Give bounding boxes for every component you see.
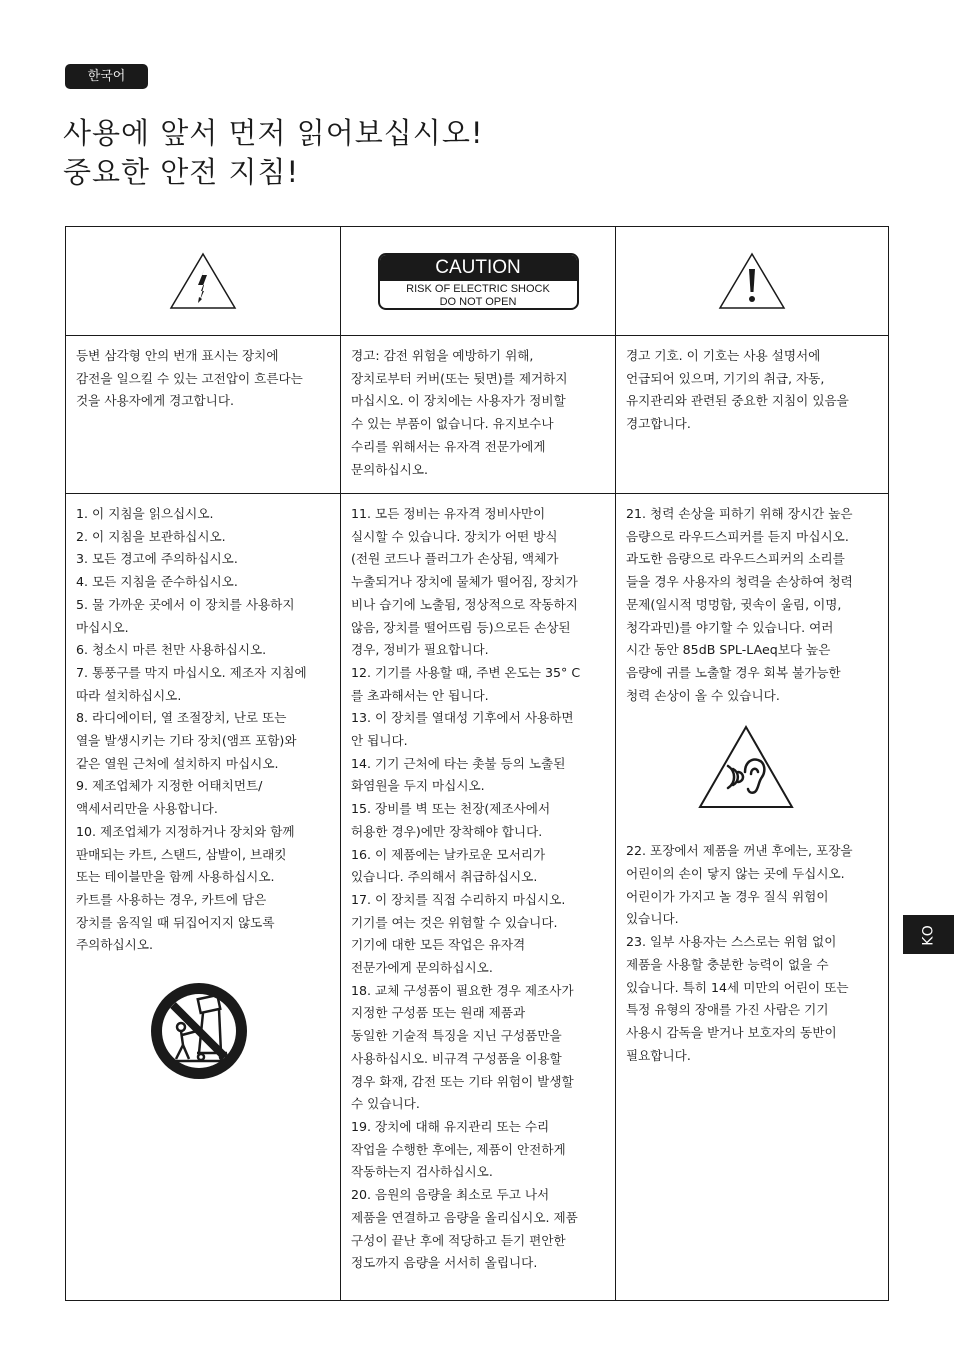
instruction-line: 기기에 대한 모든 작업은 유자격	[351, 937, 526, 953]
instruction-line: 않음, 장치를 떨어뜨림 등)으로든 손상된	[351, 619, 571, 635]
instruction-line: 누출되거나 장치에 물체가 떨어짐, 장치가	[351, 574, 578, 590]
instruction-line: 필요합니다.	[626, 1047, 691, 1063]
instruction-line: 또는 테이블만을 함께 사용하십시오.	[76, 869, 275, 885]
instruction-line: 작업을 수행한 후에는, 제품이 안전하게	[351, 1141, 566, 1157]
instruction-line: 판매되는 카트, 스탠드, 삼발이, 브래킷	[76, 846, 287, 862]
description-cell-1	[66, 336, 341, 494]
instruction-line: 실시할 수 있습니다. 장치가 어떤 방식	[351, 528, 558, 544]
instruction-line: 있습니다. 특히 14세 미만의 어린이 또는	[626, 979, 849, 995]
description-line: 수 있는 부품이 없습니다. 유지보수나	[351, 416, 554, 432]
instructions-column-2	[341, 494, 616, 1300]
instruction-line: 경우 화재, 감전 또는 기타 위험이 발생할	[351, 1073, 574, 1089]
instruction-line: 제품을 사용할 충분한 능력이 없을 수	[626, 956, 829, 972]
instruction-line: 8. 라디에이터, 열 조절장치, 난로 또는	[76, 710, 287, 726]
instruction-line: 음량에 귀를 노출할 경우 회복 불가능한	[626, 664, 841, 680]
instruction-line: 를 초과해서는 안 됩니다.	[351, 687, 489, 703]
caution-label	[378, 253, 579, 310]
instruction-line: 기기를 여는 것은 위험할 수 있습니다.	[351, 914, 558, 930]
instruction-line: 18. 교체 구성품이 필요한 경우 제조사가	[351, 982, 574, 998]
description-line: 마십시오. 이 장치에는 사용자가 정비할	[351, 393, 566, 409]
instruction-line: 작동하는지 검사하십시오.	[351, 1164, 493, 1180]
instruction-line: 있습니다. 주의해서 취급하십시오.	[351, 869, 538, 885]
instruction-line: 정도까지 음량을 서서히 올립니다.	[351, 1255, 538, 1271]
instruction-line: 들을 경우 사용자의 청력을 손상하여 청력	[626, 574, 853, 590]
instruction-line: 1. 이 지침을 읽으십시오.	[76, 506, 214, 521]
caution-line-2: DO NOT OPEN	[439, 295, 517, 308]
instruction-line: 주의하십시오.	[76, 937, 153, 953]
instruction-line: 2. 이 지침을 보관하십시오.	[76, 528, 226, 544]
language-side-tab	[903, 915, 954, 954]
title-line-1: 사용에 앞서 먼저 읽어보십시오!	[63, 116, 484, 150]
instruction-line: 경우, 정비가 필요합니다.	[351, 642, 489, 658]
description-line: 것을 사용자에게 경고합니다.	[76, 393, 234, 409]
instruction-line: 전문가에게 문의하십시오.	[351, 960, 493, 976]
instruction-line: 17. 이 장치를 직접 수리하지 마십시오.	[351, 891, 566, 907]
description-line: 경고 기호. 이 기호는 사용 설명서에	[626, 348, 821, 363]
symbol-cell-caution	[341, 227, 616, 336]
instruction-line: 21. 청력 손상을 피하기 위해 장시간 높은	[626, 506, 853, 521]
description-line: 경고: 감전 위험을 예방하기 위해,	[351, 348, 534, 363]
instructions-column-3	[616, 494, 888, 1300]
instruction-line: 어린이의 손이 닿지 않는 곳에 두십시오.	[626, 866, 845, 882]
page-title	[63, 114, 483, 192]
instruction-line: 22. 포장에서 제품을 꺼낸 후에는, 포장을	[626, 843, 853, 859]
exclamation-warning-icon	[717, 251, 787, 311]
instruction-line: 9. 제조업체가 지정한 어태치먼트/	[76, 778, 263, 794]
instruction-line: 11. 모든 정비는 유자격 정비사만이	[351, 506, 546, 521]
instruction-line: 제품을 연결하고 음량을 올리십시오. 제품	[351, 1209, 578, 1225]
description-cell-3	[616, 336, 888, 494]
instruction-line: 따라 설치하십시오.	[76, 687, 182, 703]
description-line: 언급되어 있으며, 기기의 취급, 자동,	[626, 370, 825, 386]
instruction-line: 지정한 구성품 또는 원래 제품과	[351, 1005, 526, 1021]
instruction-line: 12. 기기를 사용할 때, 주변 온도는 35° C	[351, 664, 581, 680]
description-line: 등변 삼각형 안의 번개 표시는 장치에	[76, 348, 279, 363]
description-line: 문의하십시오.	[351, 461, 428, 477]
instruction-line: 허용한 경우)에만 장착해야 합니다.	[351, 823, 543, 839]
description-line: 경고합니다.	[626, 416, 691, 432]
instruction-line: 사용시 감독을 받거나 보호자의 동반이	[626, 1024, 837, 1040]
instruction-line: 어린이가 가지고 놀 경우 질식 위험이	[626, 888, 829, 904]
instruction-line: 마십시오.	[76, 619, 129, 635]
instruction-line: 문제(일시적 멍멍함, 귓속이 울림, 이명,	[626, 596, 842, 612]
instruction-line: 안 됩니다.	[351, 733, 408, 749]
instruction-line: 10. 제조업체가 지정하거나 장치와 함께	[76, 823, 295, 839]
instruction-line: 카트를 사용하는 경우, 카트에 담은	[76, 891, 267, 907]
instructions-column-1	[66, 494, 341, 1300]
instruction-line: 음량으로 라우드스피커를 듣지 마십시오.	[626, 528, 849, 544]
instruction-line: 19. 장치에 대해 유지관리 또는 수리	[351, 1118, 550, 1134]
instruction-line: 열을 발생시키는 기타 장치(앰프 포함)와	[76, 733, 297, 749]
instruction-line: 5. 물 가까운 곳에서 이 장치를 사용하지	[76, 596, 295, 612]
instruction-line: 15. 장비를 벽 또는 천장(제조사에서	[351, 801, 551, 817]
hearing-damage-warning-icon	[697, 724, 795, 810]
instruction-line: 동일한 기술적 특징을 지닌 구성품만을	[351, 1028, 562, 1044]
instruction-line: 청각과민)를 야기할 수 있습니다. 여러	[626, 619, 834, 635]
description-line: 감전을 일으킬 수 있는 고전압이 흐른다는	[76, 370, 303, 386]
instruction-line: 있습니다.	[626, 911, 679, 927]
safety-table	[65, 226, 889, 1301]
caution-heading: CAUTION	[380, 255, 577, 281]
description-line: 장치로부터 커버(또는 뒷면)를 제거하지	[351, 370, 568, 386]
instruction-line: 사용하십시오. 비규격 구성품을 이용할	[351, 1050, 562, 1066]
instruction-line: 7. 통풍구를 막지 마십시오. 제조자 지침에	[76, 664, 307, 680]
symbol-cell-exclamation	[616, 227, 888, 336]
caution-line-1: RISK OF ELECTRIC SHOCK	[406, 282, 550, 295]
instruction-line: 구성이 끝난 후에 적당하고 듣기 편안한	[351, 1232, 566, 1248]
instruction-line: 16. 이 제품에는 날카로운 모서리가	[351, 846, 546, 862]
instruction-line: 23. 일부 사용자는 스스로는 위험 없이	[626, 934, 837, 950]
instruction-line: 장치를 움직일 때 뒤집어지지 않도록	[76, 914, 275, 930]
description-line: 유지관리와 관련된 중요한 지침이 있음을	[626, 393, 849, 409]
instruction-line: (전원 코드나 플러그가 손상됨, 액체가	[351, 551, 559, 567]
instruction-line: 시간 동안 85dB SPL-LAeq보다 높은	[626, 642, 831, 658]
instruction-line: 같은 열원 근처에 설치하지 마십시오.	[76, 755, 279, 771]
instruction-line: 비나 습기에 노출됨, 정상적으로 작동하지	[351, 596, 578, 612]
instruction-line: 과도한 음량으로 라우드스피커의 소리를	[626, 551, 845, 567]
instruction-line: 액세서리만을 사용합니다.	[76, 801, 218, 817]
instruction-line: 20. 음원의 음량을 최소로 두고 나서	[351, 1187, 550, 1203]
language-badge: 한국어	[65, 64, 148, 89]
lightning-warning-icon	[168, 251, 238, 311]
instruction-line: 특정 유형의 장애를 가진 사람은 기기	[626, 1002, 829, 1018]
instruction-line: 13. 이 장치를 열대성 기후에서 사용하면	[351, 710, 574, 726]
symbol-cell-lightning	[66, 227, 341, 336]
instruction-line: 청력 손상이 올 수 있습니다.	[626, 687, 780, 703]
description-cell-2	[341, 336, 616, 494]
instruction-line: 14. 기기 근처에 타는 촛불 등의 노출된	[351, 755, 566, 771]
instruction-line: 화염원을 두지 마십시오.	[351, 778, 485, 794]
description-line: 수리를 위해서는 유자격 전문가에게	[351, 438, 546, 454]
cart-tip-over-warning-icon	[149, 981, 249, 1081]
instruction-line: 4. 모든 지침을 준수하십시오.	[76, 574, 238, 590]
side-tab-label: KO	[920, 923, 937, 946]
title-line-2: 중요한 안전 지침!	[63, 155, 300, 189]
instruction-line: 3. 모든 경고에 주의하십시오.	[76, 551, 238, 567]
instruction-line: 6. 청소시 마른 천만 사용하십시오.	[76, 642, 267, 658]
instruction-line: 수 있습니다.	[351, 1096, 420, 1112]
